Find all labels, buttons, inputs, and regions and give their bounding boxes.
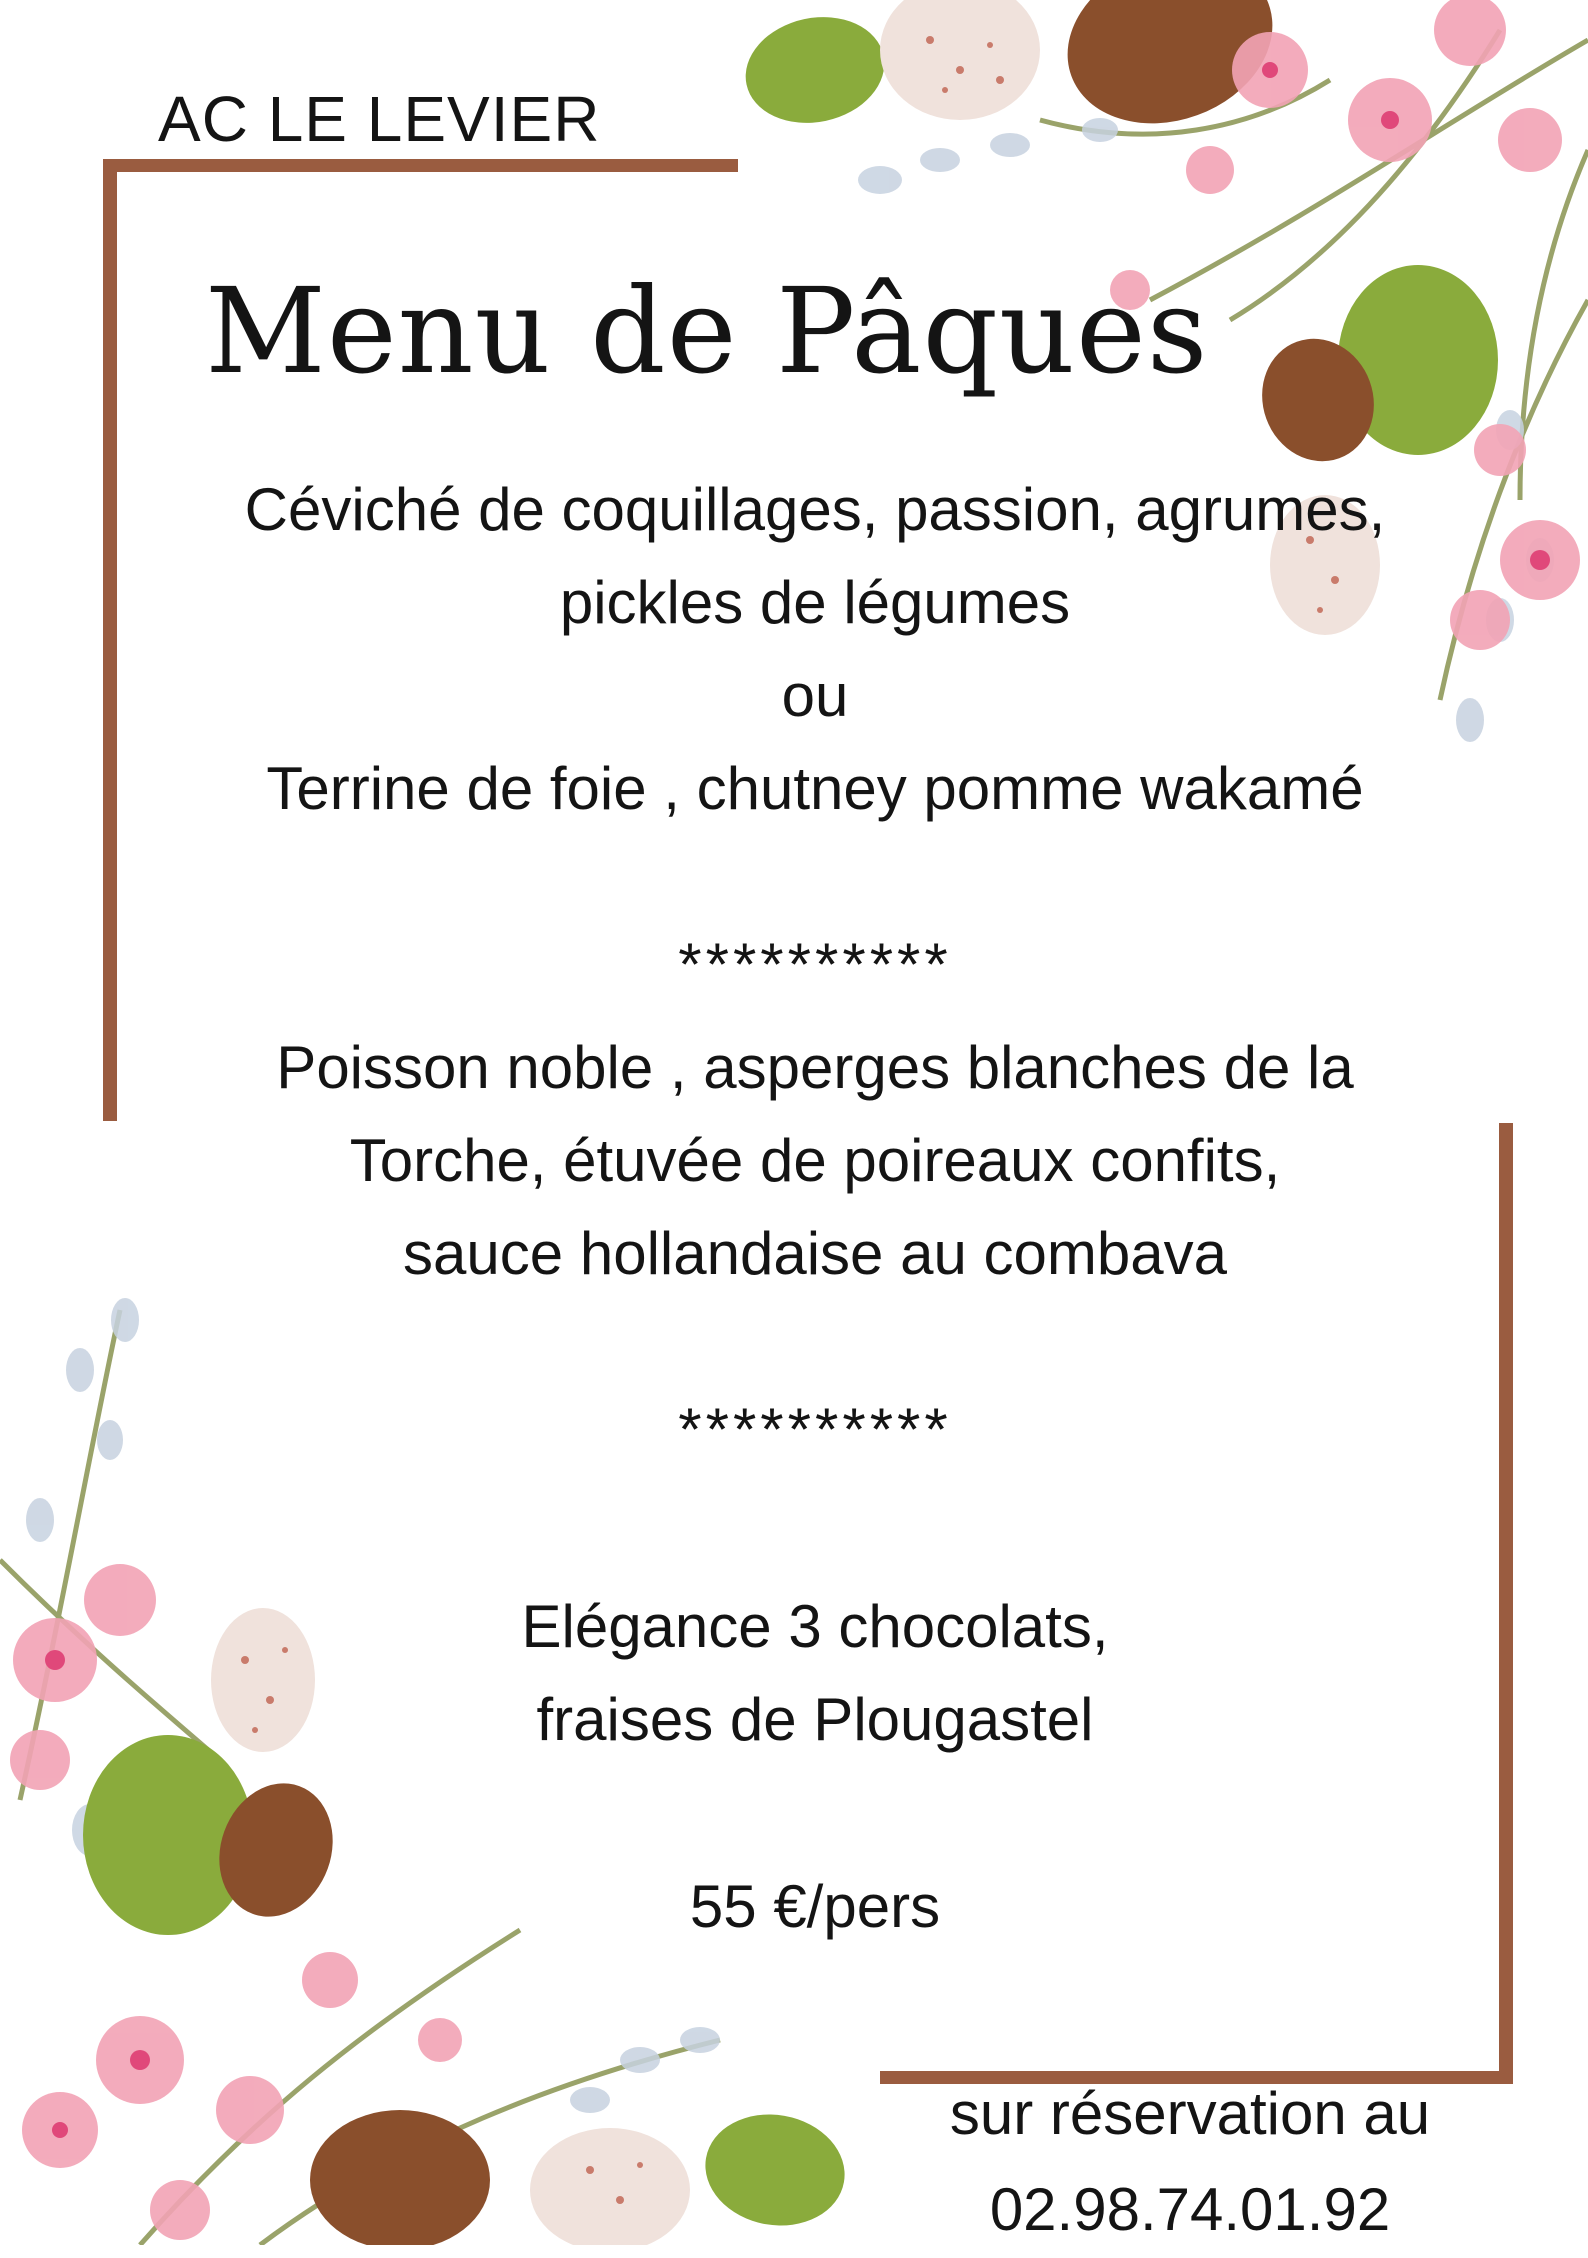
frame-left-line bbox=[103, 159, 117, 1121]
price-label: 55 €/pers bbox=[689, 1873, 941, 1940]
main-course-line-1: Poisson noble , asperges blanches de la bbox=[276, 1034, 1354, 1101]
starter-line-3: Terrine de foie , chutney pomme wakamé bbox=[266, 755, 1364, 822]
starter-line-2: pickles de légumes bbox=[559, 569, 1071, 636]
main-course-line-3: sauce hollandaise au combava bbox=[403, 1220, 1227, 1287]
starter-section bbox=[140, 463, 1490, 835]
reservation-block bbox=[870, 2066, 1510, 2258]
dessert-section bbox=[140, 1580, 1490, 1766]
dessert-line-2: fraises de Plougastel bbox=[536, 1686, 1094, 1753]
restaurant-name: AC LE LEVIER bbox=[158, 83, 601, 155]
reservation-phone: 02.98.74.01.92 bbox=[989, 2176, 1391, 2243]
main-course-section bbox=[140, 1021, 1490, 1300]
course-divider: ********** bbox=[678, 1396, 952, 1463]
course-divider: ********** bbox=[678, 931, 952, 998]
starter-separator: ou bbox=[781, 662, 849, 729]
frame-right-line bbox=[1499, 1123, 1513, 2084]
frame-top-line bbox=[103, 159, 738, 172]
starter-line-1: Céviché de coquillages, passion, agrumes, bbox=[244, 476, 1386, 543]
dessert-line-1: Elégance 3 chocolats, bbox=[521, 1593, 1109, 1660]
reservation-text: sur réservation au bbox=[949, 2080, 1431, 2147]
page-title: Menu de Pâques bbox=[205, 262, 1209, 400]
main-course-line-2: Torche, étuvée de poireaux confits, bbox=[349, 1127, 1281, 1194]
